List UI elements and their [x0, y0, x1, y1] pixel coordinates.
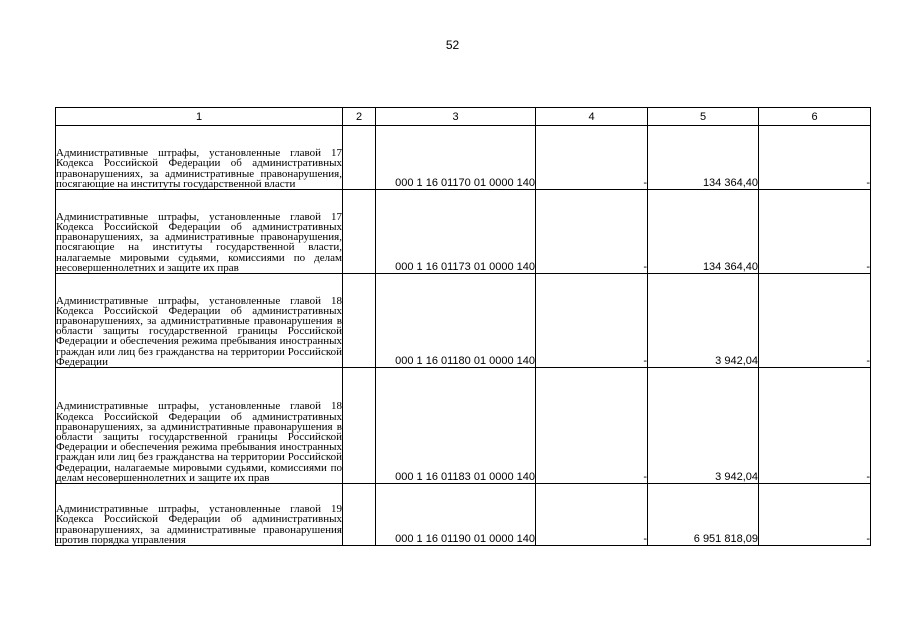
row-description: Административные штрафы, установленные главой 17 Кодекса Российской Федерации об административных правонарушениях, за административные правонарушения, посягающие на институты государственной власти	[56, 126, 343, 190]
row-description: Административные штрафы, установленные главой 18 Кодекса Российской Федерации об административных правонарушениях, за административные правонарушения в области защиты государственной границы Российской Федерации и обеспечения режима пребывания иностранных граждан или лиц без гражданства на территории Российской Федерации, налагаемые мировыми судьями, комиссиями по делам несовершеннолетних и защите их прав	[56, 368, 343, 484]
row-col6: -	[759, 368, 871, 484]
row-col2	[343, 190, 376, 274]
row-col6: -	[759, 190, 871, 274]
row-amount: 6 951 818,09	[648, 484, 759, 546]
row-code: 000 1 16 01183 01 0000 140	[376, 368, 536, 484]
row-amount: 3 942,04	[648, 368, 759, 484]
revenue-table	[55, 107, 871, 546]
row-code: 000 1 16 01173 01 0000 140	[376, 190, 536, 274]
row-col4: -	[536, 484, 648, 546]
row-description: Административные штрафы, установленные главой 19 Кодекса Российской Федерации об административных правонарушениях, за административные правонарушения против порядка управления	[56, 484, 343, 546]
row-amount: 134 364,40	[648, 126, 759, 190]
table-row	[56, 274, 871, 368]
table-row	[56, 126, 871, 190]
table-row	[56, 484, 871, 546]
row-col2	[343, 126, 376, 190]
row-amount: 3 942,04	[648, 274, 759, 368]
table-row	[56, 368, 871, 484]
row-code: 000 1 16 01190 01 0000 140	[376, 484, 536, 546]
row-col6: -	[759, 274, 871, 368]
row-col4: -	[536, 368, 648, 484]
column-header: 2	[343, 108, 376, 126]
column-header: 5	[648, 108, 759, 126]
column-header: 6	[759, 108, 871, 126]
page-number: 52	[445, 38, 460, 52]
row-col6: -	[759, 126, 871, 190]
row-description: Административные штрафы, установленные главой 17 Кодекса Российской Федерации об административных правонарушениях, за административные правонарушения, посягающие на институты государственной власти, налагаемые мировыми судьями, комиссиями по делам несовершеннолетних и защите их прав	[56, 190, 343, 274]
column-header: 4	[536, 108, 648, 126]
column-header: 3	[376, 108, 536, 126]
row-col6: -	[759, 484, 871, 546]
row-col4: -	[536, 126, 648, 190]
row-col2	[343, 274, 376, 368]
row-code: 000 1 16 01180 01 0000 140	[376, 274, 536, 368]
column-header: 1	[56, 108, 343, 126]
table-header-row	[56, 108, 871, 126]
row-col2	[343, 484, 376, 546]
row-col2	[343, 368, 376, 484]
row-amount: 134 364,40	[648, 190, 759, 274]
row-col4: -	[536, 190, 648, 274]
row-code: 000 1 16 01170 01 0000 140	[376, 126, 536, 190]
row-col4: -	[536, 274, 648, 368]
table-row	[56, 190, 871, 274]
row-description: Административные штрафы, установленные главой 18 Кодекса Российской Федерации об административных правонарушениях, за административные правонарушения в области защиты государственной границы Российской Федерации и обеспечения режима пребывания иностранных граждан или лиц без гражданства на территории Российской Федерации	[56, 274, 343, 368]
